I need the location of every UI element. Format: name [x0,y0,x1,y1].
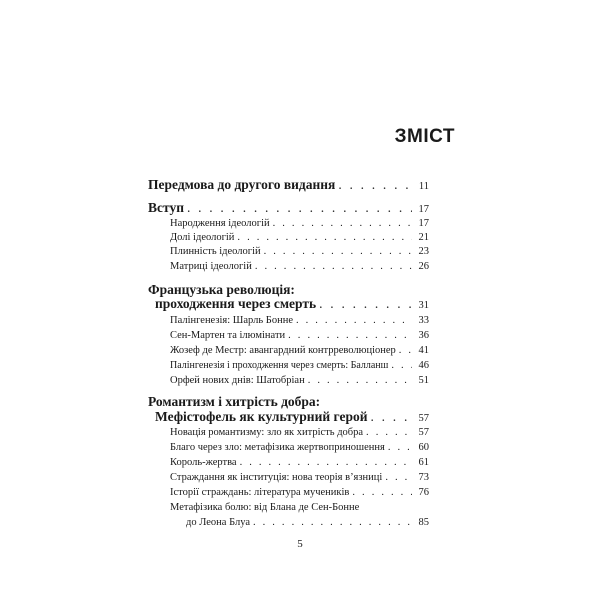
dot-leader [255,259,412,275]
toc-subentry [170,373,429,389]
toc-entry [148,200,429,216]
dot-leader [371,409,413,425]
toc-entry-page: 85 [418,517,429,528]
toc-entry-label: Народження ідеологій [170,218,270,229]
dot-leader [240,455,412,471]
dot-leader [308,373,412,389]
toc-entry-page: 26 [418,261,429,272]
toc-entry-label: Благо через зло: метафізика жертвоприношення [170,442,385,453]
toc-entry-label: Новація романтизму: зло як хитрість добра [170,427,364,438]
toc-entry-page: 17 [418,218,429,229]
dot-leader [253,515,412,531]
toc-entry [148,177,429,193]
toc-entry-label: Палінгенезія і проходження через смерть: Балланш [170,360,389,371]
toc-entry-page: 36 [418,330,429,341]
toc-entry-label: Страждання як інституція: нова теорія в’язниці [170,472,383,483]
dot-leader [338,177,412,193]
toc-entry-label: Матриці ідеологій [170,261,252,272]
toc-entry-page: 57 [418,427,429,438]
dot-leader [388,440,412,456]
toc-entry-label: Історії страждань: література мучеників [170,487,350,498]
dot-leader [187,200,412,216]
dot-leader [264,244,412,260]
toc-entry-label: Жозеф де Местр: авангардний контрреволюціонер [170,345,396,356]
toc-subentry [170,440,429,456]
toc-entry [155,409,429,425]
toc-subentry [170,244,429,260]
toc-entry-page: 33 [418,315,429,326]
dot-leader [366,425,412,441]
toc-entry-page: 31 [418,300,429,311]
toc-entry-page: 76 [418,487,429,498]
dot-leader [391,358,412,374]
toc-subentry [170,455,429,471]
dot-leader [288,328,412,344]
toc-subentry [186,515,429,531]
toc-subentry [170,259,429,275]
dot-leader [296,313,412,329]
toc-entry-page: 41 [418,345,429,356]
toc-entry-label: Метафізика болю: від Блана де Сен-Бонне [170,502,360,513]
toc-entry-page: 60 [418,442,429,453]
toc-entry-label: до Леона Блуа [186,517,250,528]
toc-entry-label: проходження через смерть [155,296,317,311]
page-number: 5 [297,538,303,550]
toc-entry-label: Долі ідеологій [170,232,235,243]
toc-entry [148,394,429,410]
toc-entry-page: 23 [418,246,429,257]
toc-entry-label: Сен-Мартен та ілюмінати [170,330,286,341]
toc-subentry [170,358,429,374]
toc-entry-page: 11 [418,181,429,192]
toc-entry-page: 73 [418,472,429,483]
dot-leader [385,470,412,486]
toc-subentry [170,343,429,359]
toc-entry-label: Орфей нових днів: Шатобріан [170,375,305,386]
toc-subentry [170,470,429,486]
toc-entry-label: Король-жертва [170,457,237,468]
toc-entry-label: Вступ [148,200,184,215]
toc-entry-page: 51 [418,375,429,386]
toc-entry-page: 17 [418,204,429,215]
toc-entry-label: Французька революція: [148,282,295,297]
toc-subentry [170,425,429,441]
toc-entry-page: 57 [418,413,429,424]
toc-entry [155,296,429,312]
toc-entry-label: Передмова до другого видання [148,177,336,192]
dot-leader [319,296,412,312]
toc-entry-label: Мефістофель як культурний герой [155,409,368,424]
toc-entry-page: 61 [418,457,429,468]
toc-entry-page: 46 [418,360,429,371]
dot-leader [399,343,412,359]
toc-entry-page: 21 [418,232,429,243]
toc-subentry [170,313,429,329]
toc-entry-label: Романтизм і хитрість добра: [148,394,321,409]
page-title: ЗМІСТ [394,126,455,147]
toc-subentry [170,485,429,501]
toc-subentry [170,500,429,516]
dot-leader [352,485,412,501]
toc-entry-label: Плинність ідеологій [170,246,261,257]
toc-subentry [170,328,429,344]
toc-entry-label: Палінгенезія: Шарль Бонне [170,315,293,326]
